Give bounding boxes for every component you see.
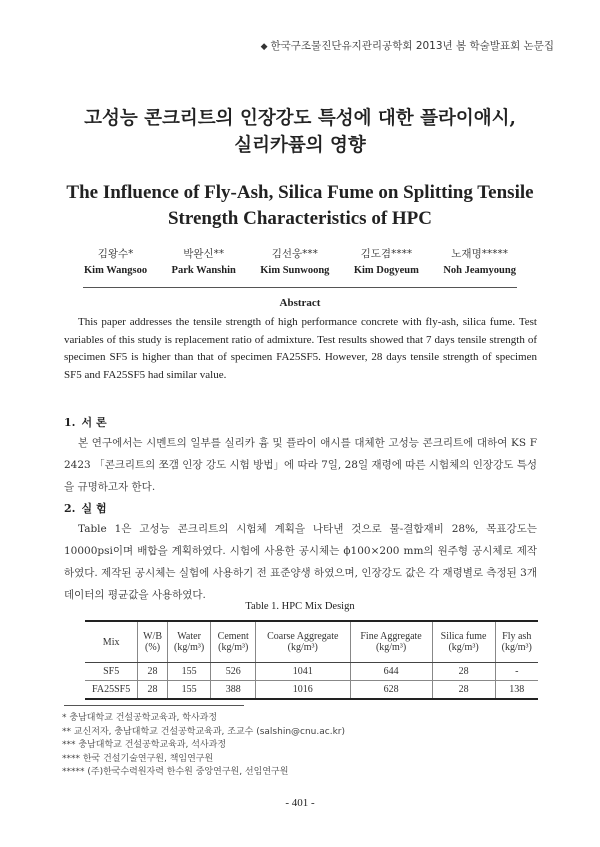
title-divider [83,287,517,288]
table-row [85,663,538,681]
author [172,246,236,276]
author-name-korean: 김도겸**** [360,248,413,260]
running-header [261,38,554,53]
footnote: ** 교신저자, 충남대학교 건설공학교육과, 조교수 (salshin@cnu.ac.kr) [62,726,345,737]
author [354,246,419,276]
column-header: Silica fume (kg/m³) [432,621,495,663]
table-cell: 28 [432,681,495,700]
footnotes [62,712,345,780]
column-header: Fine Aggregate (kg/m³) [350,621,432,663]
author [443,246,516,276]
bullet-icon: ◆ [260,42,268,52]
section-2-heading [64,500,107,516]
footnote: *** 충남대학교 건설공학교육과, 석사과정 [62,740,227,750]
running-title: 한국구조물진단유지관리공학회 2013년 봄 학술발표회 논문집 [270,40,554,52]
table-cell: 155 [167,681,211,700]
column-header: W/B (%) [138,621,168,663]
footnote: * 충남대학교 건설공학교육과, 학사과정 [62,713,218,723]
korean-title [0,105,600,159]
page-number: - 401 - [285,797,315,809]
column-header: Water (kg/m³) [167,621,211,663]
author-list [84,246,516,276]
footnote: **** 한국 건설기술연구원, 책임연구원 [62,753,214,764]
table-cell: 155 [167,663,211,681]
author-name-korean: 박완신** [183,248,225,260]
section-title: 실 험 [81,502,107,515]
abstract-heading: Abstract [279,297,321,309]
author [260,246,329,276]
author [84,246,147,276]
table-cell: 1016 [256,681,350,700]
section-title: 서 론 [81,416,107,429]
author-name-english: Kim Dogyeum [353,265,419,276]
table-header-row [85,621,538,663]
korean-title-line-1: 고성능 콘크리트의 인장강도 특성에 대한 플라이애시, [84,108,516,129]
column-header: Cement (kg/m³) [211,621,256,663]
table-cell: - [495,663,538,681]
section-2-body: Table 1은 고성능 콘크리트의 시험체 계획을 나타낸 것으로 물-결합재비 28%, 목표강도는 10000psi이며 배합을 계획하였다. 시험에 사용한 공시체는 ϕ100×200 mm의 원주형 공시체로 제작하였다. 제작된 공시체는 실험에 사용하기 전 표준양생 하였으며, 인장강도 값은 각 재령별로 측정된 3개 데이터의 평균값을 사용하였다. [64,523,537,601]
author-name-korean: 김선웅*** [271,248,318,260]
table-cell: FA25SF5 [85,681,138,700]
table-cell: 138 [495,681,538,700]
section-1-body: 본 연구에서는 시멘트의 일부를 실리카 흄 및 플라이 애시를 대체한 고성능 콘크리트에 대하여 KS F 2423 「콘크리트의 쪼갬 인장 강도 시험 방법」에 따라 7일, 28일 재령에 따른 시험체의 인장강도 특성을 규명하고자 한다. [64,437,537,493]
table-cell: 28 [138,663,168,681]
english-title [0,180,600,232]
section-number: 1. [64,416,76,429]
section-1-heading [64,414,107,430]
table-cell: 28 [138,681,168,700]
table-cell: 28 [432,663,495,681]
author-name-english: Noh Jeamyoung [443,265,516,276]
table-cell: 1041 [256,663,350,681]
table-cell: 526 [211,663,256,681]
table-cell: 644 [350,663,432,681]
footnote: ***** (주)한국수력원자력 한수원 중앙연구원, 선임연구원 [62,767,289,777]
table-caption: Table 1. HPC Mix Design [245,601,355,612]
author-name-korean: 노재명***** [451,248,508,260]
table-row [85,681,538,700]
abstract-body: This paper addresses the tensile strength of high performance concrete with fly-ash, silica fume. Test variables of this study is replacement ratio of admixture. Test results showed that 7 days tensile strength of specimen SF5 is higher than that of specimen FA25SF5. However, 28 days tensile strength of specimen SF5 and FA25SF5 had similar value. [64,316,537,381]
english-title-line-2: Strength Characteristics of HPC [167,208,432,229]
korean-title-line-2: 실리카퓸의 영향 [234,135,366,156]
english-title-line-1: The Influence of Fly-Ash, Silica Fume on Splitting Tensile [66,182,534,203]
column-header: Coarse Aggregate (kg/m³) [256,621,350,663]
author-name-korean: 김왕수* [97,248,134,260]
column-header: Fly ash (kg/m³) [495,621,538,663]
section-number: 2. [64,502,76,515]
table-cell: 388 [211,681,256,700]
footnote-divider [64,705,244,706]
mix-design-table [85,620,538,700]
author-name-english: Park Wanshin [171,265,236,276]
author-name-english: Kim Wangsoo [84,265,148,276]
author-name-english: Kim Sunwoong [260,265,330,276]
table-cell: SF5 [85,663,138,681]
column-header: Mix [85,621,138,663]
table-cell: 628 [350,681,432,700]
